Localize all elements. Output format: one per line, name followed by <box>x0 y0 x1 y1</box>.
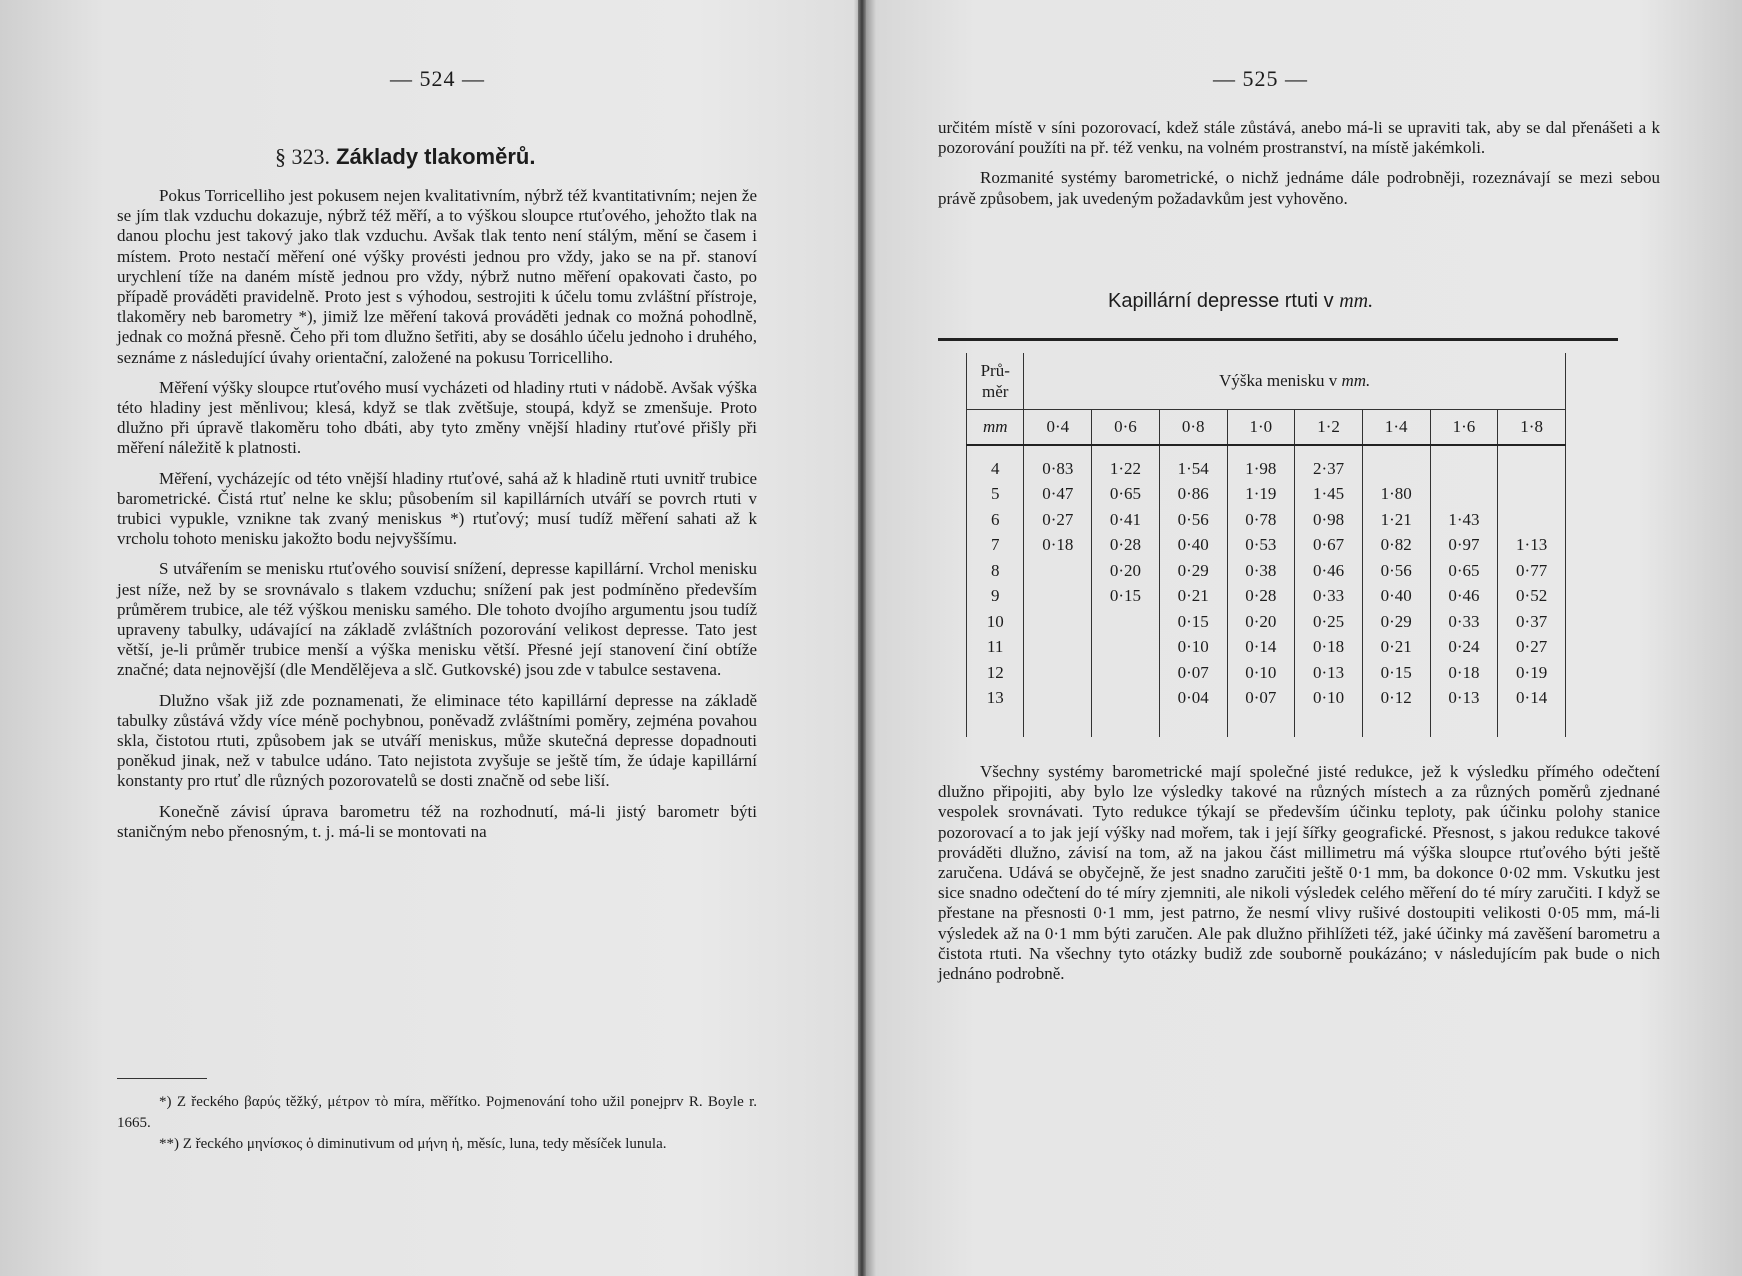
paragraph: Pokus Torricelliho jest pokusem nejen kvalitativním, nýbrž též kvantitativním; nejen že se jím tlak vzduchu dokazuje, nýbrž též měří, a to výškou sloupce rtuťového, jehožto tlak na danou plochu jest takový jako tlak vzduchu. Avšak tlak tento není stálým, mění se časem i místem. Proto nestačí měření oné výšky provésti jednou pro vždy, jako se na př. stanoví urychlení tíže na daném místě jednou pro vždy, nýbrž nutno měření opakovati často, po případě prováděti pravidelně. Proto jest s výhodou, sestrojiti k účelu tomu zvláštní přístroje, tlakoměry neb barometry *), jimiž lze měření taková prováděti jednak co možná pohodlně, jednak co možná přesně. Čeho při tom dlužno šetřiti, aby se dosáhlo účelu jednoho i druhého, seznáme z následující úvahy orientační, založené na pokusu Torricelliho. <box>117 186 757 367</box>
right-bottom-text <box>938 762 1660 994</box>
table-spacer-row <box>967 445 1566 456</box>
diameter-cell: 10 <box>967 609 1024 635</box>
depression-value-cell: 1·13 <box>1498 533 1566 559</box>
depression-value-cell: 0·41 <box>1092 507 1160 533</box>
depression-value-cell: 0·10 <box>1159 635 1227 661</box>
depression-value-cell <box>1024 660 1092 686</box>
table-row <box>967 558 1566 584</box>
depression-value-cell <box>1430 456 1498 482</box>
depression-value-cell: 0·10 <box>1227 660 1295 686</box>
table-title <box>1108 290 1373 313</box>
depression-value-cell: 0·15 <box>1092 584 1160 610</box>
depression-value-cell: 1·19 <box>1227 482 1295 508</box>
depression-value-cell: 0·47 <box>1024 482 1092 508</box>
diameter-cell: 9 <box>967 584 1024 610</box>
table-row <box>967 507 1566 533</box>
paragraph: Rozmanité systémy barometrické, o nichž jednáme dále podrobněji, rozeznávají se mezi sebou právě způsobem, jak uvedeným požadavkům jest vyhověno. <box>938 168 1660 208</box>
depression-value-cell: 1·98 <box>1227 456 1295 482</box>
depression-value-cell: 0·21 <box>1362 635 1430 661</box>
depression-value-cell: 0·77 <box>1498 558 1566 584</box>
depression-value-cell: 0·78 <box>1227 507 1295 533</box>
depression-value-cell: 0·56 <box>1362 558 1430 584</box>
depression-value-cell: 0·86 <box>1159 482 1227 508</box>
table-row <box>967 660 1566 686</box>
paragraph: Měření, vycházejíc od této vnější hladiny rtuťové, sahá až k hladině rtuti uvnitř trubice barometrické. Čistá rtuť nelne ke sklu; působením sil kapillárních utváří se povrch rtuti v trubici vypukle, vznikne tak zvaný meniskus *) rtuťový; musí tudíž měření sahati až k vrcholu tohoto menisku jakožto bodu nejvyššímu. <box>117 468 757 549</box>
paragraph: S utvářením se menisku rtuťového souvisí snížení, depresse kapillární. Vrchol menisku jest níže, než by se srovnávalo s tlakem vzduchu; snížení pak jest podmíněno především průměrem trubice, ale též výškou menisku samého. Dle tohoto dvojího argumentu jsou tudíž upraveny tabulky, udávající na základě zvláštních pozorování velikost depresse. Tato jest větší, je-li průměr trubice menší a výška menisku větší. Přesné její stanovení činí obtíže značné; data nejnovější (dle Mendělějeva a slč. Gutkovské) jsou zde v tabulce sestavena. <box>117 559 757 680</box>
depression-value-cell: 0·98 <box>1295 507 1363 533</box>
depression-value-cell <box>1024 686 1092 712</box>
depression-value-cell: 2·37 <box>1295 456 1363 482</box>
depression-value-cell: 0·13 <box>1430 686 1498 712</box>
table-row <box>967 482 1566 508</box>
paragraph: Všechny systémy barometrické mají společné jisté redukce, jež k výsledku přímého odečtení dlužno připojiti, aby bylo lze výsledky takové na různých místech a za různých poměrů zjednané vespolek srovnávati. Tyto redukce týkají se především účinku teploty, pak účinku polohy stanice pozorovací a to jak její výšky nad mořem, tak i její šířky geografické. Přesnost, s jakou redukce takové prováděti dlužno, závisí na tom, až na jakou část millimetru má výška sloupce rtuťového býti ještě zaručena. Udává se obyčejně, že jest snadno zaručiti ještě 0·1 mm, ba dokonce 0·02 mm. Vskutku jest sice snadno odečtení do té míry zjemniti, ale nikoli výsledek celého měření do té míry zaručiti. I když se přestane na přesnosti 0·1 mm, jest patrno, že nesmí vlivy rušivé dostoupiti velikosti 0·05 mm, má-li výsledek až na 0·1 mm býti zaručen. Ale pak dlužno přihlížeti též, jaké účinky má zavěšení barometru a čistota rtuti. Na všechny tyto otázky budiž zde souborně poukázáno; v následujícím pak bude o nich jednáno podrobně. <box>938 762 1660 984</box>
section-heading <box>275 144 535 170</box>
table-title-text: Kapillární depresse rtuti v <box>1108 290 1334 312</box>
depression-value-cell: 0·28 <box>1227 584 1295 610</box>
depression-value-cell: 0·13 <box>1295 660 1363 686</box>
depression-value-cell: 0·46 <box>1430 584 1498 610</box>
depression-value-cell <box>1092 635 1160 661</box>
depression-value-cell: 0·56 <box>1159 507 1227 533</box>
depression-value-cell: 0·04 <box>1159 686 1227 712</box>
table-tail-row <box>967 711 1566 737</box>
depression-value-cell: 0·28 <box>1092 533 1160 559</box>
table-row <box>967 533 1566 559</box>
depression-value-cell <box>1498 456 1566 482</box>
height-values-row <box>967 410 1566 446</box>
paragraph: Dlužno však již zde poznamenati, že eliminace této kapillární depresse na základě tabulky zůstává vždy více méně pochybnou, poněvadž zvláštními poměry, zejména povahou skla, čistotou rtuti, způsobem jak se utváří meniskus, může skutečná depresse dopadnouti poněkud jinak, než v tabulce udáno. Tato nejistota zvyšuje se ještě tím, že údaje kapillární konstanty pro rtuť dle různých pozorovatelů se dosti značně od sebe liší. <box>117 690 757 791</box>
depression-value-cell <box>1498 507 1566 533</box>
depression-value-cell: 0·20 <box>1092 558 1160 584</box>
depression-value-cell: 0·82 <box>1362 533 1430 559</box>
height-header-cell: 1·6 <box>1430 410 1498 446</box>
depression-value-cell: 0·65 <box>1430 558 1498 584</box>
depression-value-cell <box>1430 482 1498 508</box>
paragraph: Konečně závisí úprava barometru též na rozhodnutí, má-li jistý barometr býti staničným nebo přenosným, t. j. má-li se montovati na <box>117 801 757 841</box>
depression-value-cell: 0·27 <box>1024 507 1092 533</box>
depression-value-cell <box>1024 558 1092 584</box>
depression-value-cell: 1·54 <box>1159 456 1227 482</box>
depression-value-cell: 0·97 <box>1430 533 1498 559</box>
page-number-left: — 524 — <box>390 66 485 91</box>
depression-value-cell: 0·38 <box>1227 558 1295 584</box>
height-header-cell: 1·4 <box>1362 410 1430 446</box>
depression-value-cell: 0·14 <box>1227 635 1295 661</box>
table-grid <box>966 353 1566 737</box>
capillary-depression-table <box>938 338 1618 737</box>
diameter-header: Prů- měr <box>967 353 1024 410</box>
height-header-cell: 1·8 <box>1498 410 1566 446</box>
depression-value-cell: 1·43 <box>1430 507 1498 533</box>
diameter-cell: 11 <box>967 635 1024 661</box>
depression-value-cell: 0·12 <box>1362 686 1430 712</box>
depression-value-cell: 0·46 <box>1295 558 1363 584</box>
depression-value-cell <box>1092 686 1160 712</box>
depression-value-cell: 0·21 <box>1159 584 1227 610</box>
depression-value-cell: 1·22 <box>1092 456 1160 482</box>
depression-value-cell <box>1024 584 1092 610</box>
footnotes <box>117 1092 757 1155</box>
right-page <box>868 0 1742 1276</box>
table-top-rule <box>938 338 1618 341</box>
depression-value-cell: 0·67 <box>1295 533 1363 559</box>
table-header-row <box>967 353 1566 410</box>
section-title: Základy tlakoměrů. <box>336 144 536 169</box>
depression-value-cell: 0·15 <box>1362 660 1430 686</box>
diameter-cell: 5 <box>967 482 1024 508</box>
left-body-text <box>117 186 757 852</box>
table-row <box>967 635 1566 661</box>
table-row <box>967 456 1566 482</box>
footnote: *) Z řeckého βαρύς těžký, μέτρον τὸ míra, měřítko. Pojmenování toho užil ponejprv R. Boyle r. 1665. <box>117 1094 757 1131</box>
height-header-cell: 1·0 <box>1227 410 1295 446</box>
footnote-rule <box>117 1078 207 1079</box>
paragraph: Měření výšky sloupce rtuťového musí vycházeti od hladiny rtuti v nádobě. Avšak výška této hladiny jest měnlivou; klesá, když se tlak zvětšuje, stoupá, když se zmenšuje. Proto dlužno při úpravě tlakoměru toho dbáti, aby tyto změny vnější hladiny rtuťové přišly při měření náležitě k platnosti. <box>117 377 757 458</box>
depression-value-cell: 1·80 <box>1362 482 1430 508</box>
meniscus-height-header: Výška menisku v mm. <box>1024 353 1566 410</box>
depression-value-cell: 0·40 <box>1159 533 1227 559</box>
depression-value-cell: 0·52 <box>1498 584 1566 610</box>
depression-value-cell: 0·19 <box>1498 660 1566 686</box>
depression-value-cell: 0·29 <box>1362 609 1430 635</box>
depression-value-cell <box>1092 660 1160 686</box>
depression-value-cell: 0·37 <box>1498 609 1566 635</box>
diameter-cell: 7 <box>967 533 1024 559</box>
diameter-cell: 12 <box>967 660 1024 686</box>
diameter-cell: 13 <box>967 686 1024 712</box>
paragraph: určitém místě v síni pozorovací, kdež stále zůstává, anebo má-li se upraviti tak, aby se dal přenášeti a k pozorování použíti na př. též venku, na volném prostranství, na místě jakémkoli. <box>938 118 1660 158</box>
depression-value-cell <box>1498 482 1566 508</box>
table-title-unit: mm. <box>1339 290 1374 312</box>
depression-value-cell: 0·14 <box>1498 686 1566 712</box>
diameter-cell: 6 <box>967 507 1024 533</box>
depression-value-cell: 0·33 <box>1430 609 1498 635</box>
height-header-cell: 1·2 <box>1295 410 1363 446</box>
depression-value-cell <box>1024 609 1092 635</box>
depression-value-cell: 0·15 <box>1159 609 1227 635</box>
depression-value-cell: 0·24 <box>1430 635 1498 661</box>
footnote: **) Z řeckého μηνίσκος ὁ diminutivum od μήνη ἡ, měsíc, luna, tedy měsíček lunula. <box>159 1136 667 1152</box>
height-header-cell: 0·6 <box>1092 410 1160 446</box>
section-number: § 323. <box>275 144 330 169</box>
right-top-text <box>938 118 1660 219</box>
depression-value-cell: 0·53 <box>1227 533 1295 559</box>
depression-value-cell: 0·20 <box>1227 609 1295 635</box>
height-header-cell: 0·8 <box>1159 410 1227 446</box>
depression-value-cell: 0·83 <box>1024 456 1092 482</box>
book-spine <box>858 0 866 1276</box>
depression-value-cell: 1·45 <box>1295 482 1363 508</box>
depression-value-cell: 0·18 <box>1024 533 1092 559</box>
table-row <box>967 686 1566 712</box>
diameter-cell: 4 <box>967 456 1024 482</box>
depression-value-cell <box>1024 635 1092 661</box>
depression-value-cell: 0·33 <box>1295 584 1363 610</box>
depression-value-cell: 0·40 <box>1362 584 1430 610</box>
depression-value-cell: 0·65 <box>1092 482 1160 508</box>
depression-value-cell: 0·29 <box>1159 558 1227 584</box>
depression-value-cell: 0·25 <box>1295 609 1363 635</box>
depression-value-cell: 0·07 <box>1227 686 1295 712</box>
depression-value-cell: 0·18 <box>1295 635 1363 661</box>
depression-value-cell: 0·07 <box>1159 660 1227 686</box>
unit-label: mm <box>967 410 1024 446</box>
depression-value-cell: 0·27 <box>1498 635 1566 661</box>
depression-value-cell <box>1362 456 1430 482</box>
depression-value-cell: 0·10 <box>1295 686 1363 712</box>
height-header-cell: 0·4 <box>1024 410 1092 446</box>
page-number-right: — 525 — <box>1213 66 1308 91</box>
depression-value-cell: 0·18 <box>1430 660 1498 686</box>
table-row <box>967 584 1566 610</box>
depression-value-cell: 1·21 <box>1362 507 1430 533</box>
left-page <box>0 0 860 1276</box>
depression-value-cell <box>1092 609 1160 635</box>
diameter-cell: 8 <box>967 558 1024 584</box>
table-row <box>967 609 1566 635</box>
